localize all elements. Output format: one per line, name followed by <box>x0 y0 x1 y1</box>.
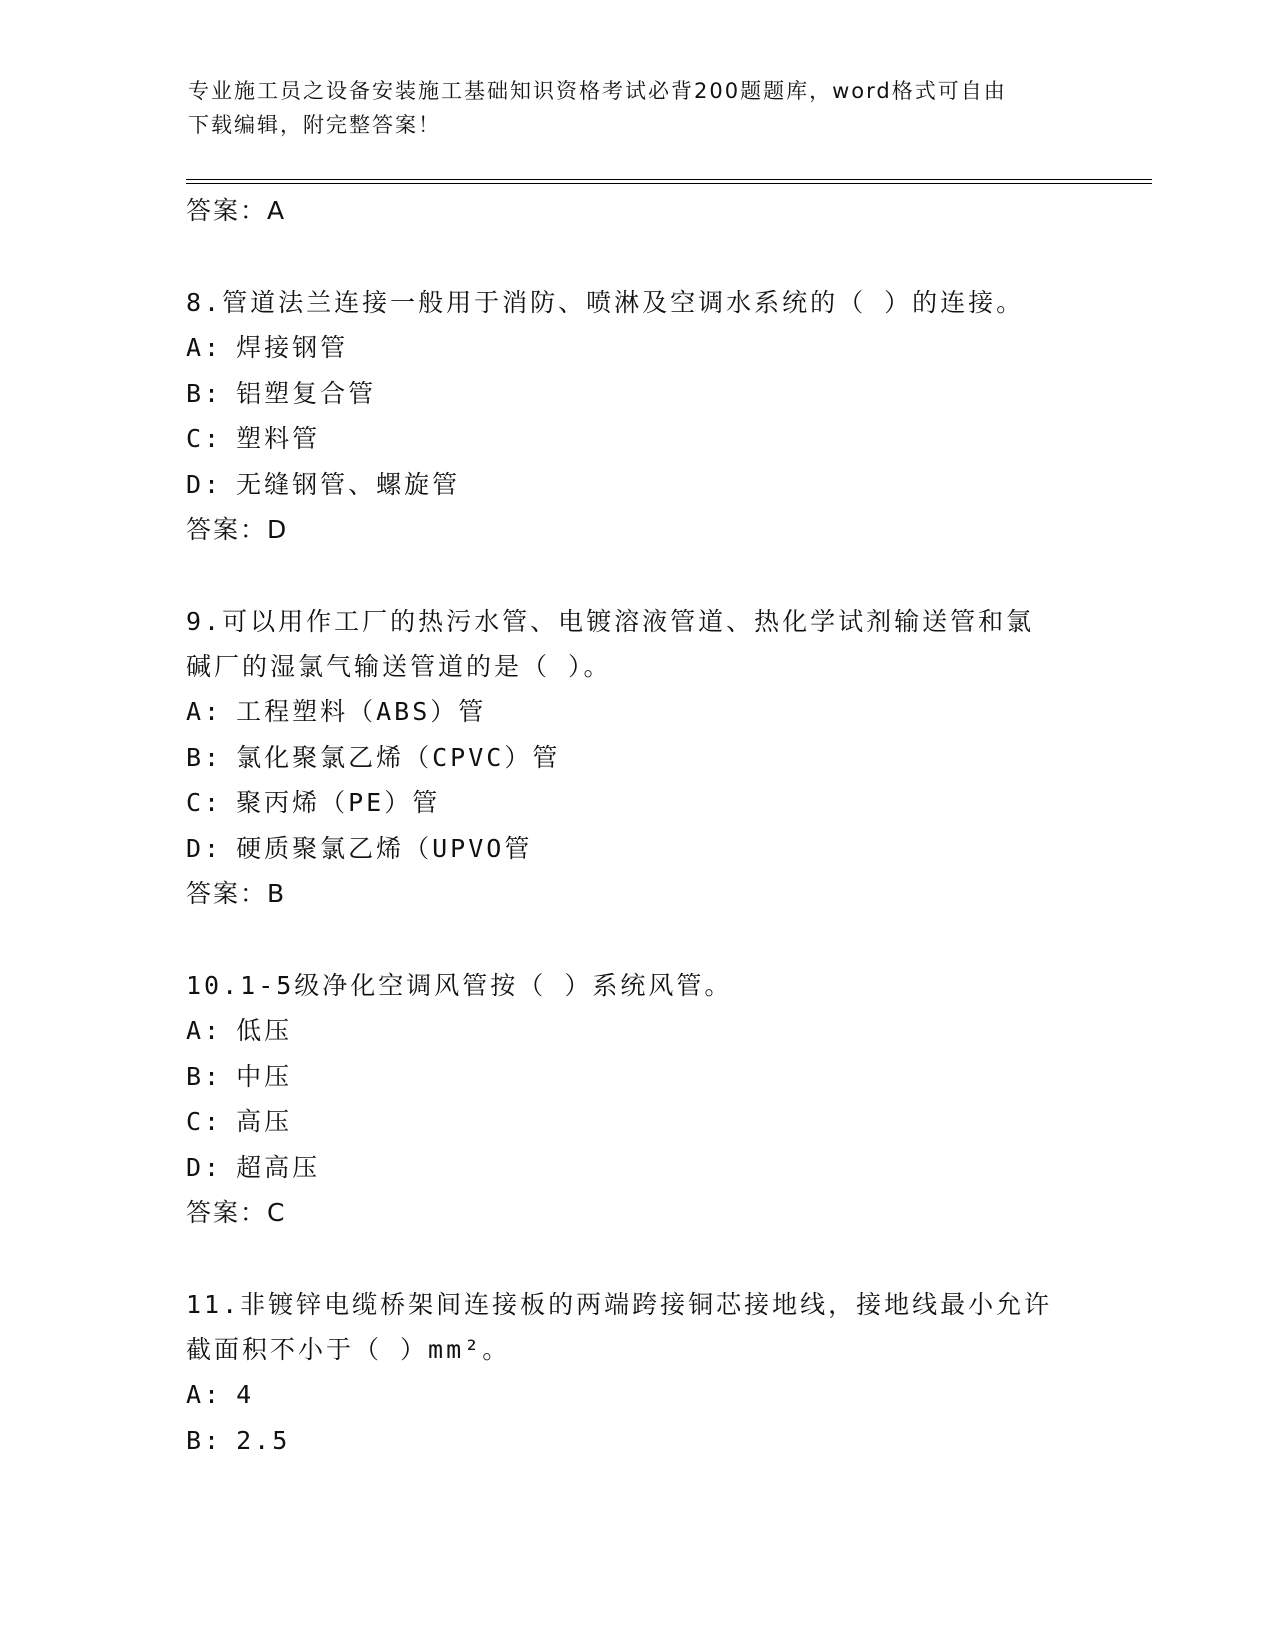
option-letter: B: <box>186 378 223 408</box>
question-stem-line: 截面积不小于（ ）mm²。 <box>186 1335 511 1364</box>
option-letter: C: <box>186 1107 223 1136</box>
option-c <box>186 780 1146 826</box>
answer-prefix: 答案： <box>186 1198 268 1227</box>
option-letter: A: <box>186 1380 223 1409</box>
option-a <box>186 1372 1146 1418</box>
option-b <box>186 735 1146 781</box>
header-line-1: 专业施工员之设备安装施工基础知识资格考试必背200题题库，word格式可自由 <box>188 79 1007 103</box>
option-text: 焊接钢管 <box>236 333 349 362</box>
option-a <box>186 689 1146 735</box>
option-text: 聚丙烯（PE）管 <box>236 788 441 817</box>
option-letter: B: <box>186 742 223 772</box>
answer-line <box>186 871 1146 917</box>
header-rule-top <box>186 179 1152 180</box>
option-letter: C: <box>186 424 223 453</box>
answer-prefix: 答案： <box>186 879 268 908</box>
option-text: 4 <box>236 1380 255 1409</box>
question-list <box>186 188 1146 1463</box>
option-letter: C: <box>186 788 223 817</box>
answer-prefix: 答案： <box>186 196 268 225</box>
option-a <box>186 1008 1146 1054</box>
answer-value: B <box>267 879 287 908</box>
option-d <box>186 1145 1146 1191</box>
option-a <box>186 325 1146 371</box>
option-b <box>186 1054 1146 1100</box>
answer-line <box>186 188 1146 234</box>
option-letter: A: <box>186 333 223 362</box>
answer-line <box>186 507 1146 553</box>
question-stem-line: 8.管道法兰连接一般用于消防、喷淋及空调水系统的（ ）的连接。 <box>186 288 1025 317</box>
question-8 <box>186 280 1146 553</box>
answer-value: C <box>267 1198 287 1227</box>
header-rule-bottom <box>186 183 1152 184</box>
option-letter: B: <box>186 1425 223 1455</box>
answer-value: A <box>267 196 287 225</box>
option-text: 硬质聚氯乙烯（UPVO管 <box>236 833 533 863</box>
option-letter: A: <box>186 1016 223 1045</box>
option-b <box>186 1418 1146 1464</box>
option-text: 中压 <box>236 1061 293 1091</box>
answer-prefix: 答案： <box>186 515 268 544</box>
option-c <box>186 416 1146 462</box>
option-b <box>186 371 1146 417</box>
question-11 <box>186 1282 1146 1463</box>
question-stem-line: 9.可以用作工厂的热污水管、电镀溶液管道、热化学试剂输送管和氯 <box>186 607 1035 636</box>
option-d <box>186 462 1146 508</box>
option-text: 氯化聚氯乙烯（CPVC）管 <box>236 742 561 772</box>
option-text: 低压 <box>236 1016 293 1045</box>
option-letter: A: <box>186 697 223 726</box>
option-letter: D: <box>186 1152 223 1182</box>
answer-line <box>186 1190 1146 1236</box>
question-stem-line: 11.非镀锌电缆桥架间连接板的两端跨接铜芯接地线，接地线最小允许 <box>186 1290 1053 1319</box>
option-text: 无缝钢管、螺旋管 <box>236 469 461 499</box>
document-header <box>188 74 1088 142</box>
question-9 <box>186 599 1146 917</box>
option-letter: B: <box>186 1061 223 1091</box>
option-c <box>186 1099 1146 1145</box>
option-letter: D: <box>186 833 223 863</box>
option-text: 2.5 <box>236 1425 291 1455</box>
option-text: 铝塑复合管 <box>236 378 377 408</box>
option-text: 工程塑料（ABS）管 <box>236 697 487 726</box>
option-letter: D: <box>186 469 223 499</box>
question-stem-line: 10.1-5级净化空调风管按（ ）系统风管。 <box>186 971 733 1000</box>
question-stem-line: 碱厂的湿氯气输送管道的是（ ）。 <box>186 652 612 681</box>
question-10 <box>186 963 1146 1236</box>
option-d <box>186 826 1146 872</box>
option-text: 高压 <box>236 1107 293 1136</box>
option-text: 塑料管 <box>236 424 321 453</box>
header-line-2: 下载编辑，附完整答案！ <box>188 113 441 137</box>
answer-value: D <box>267 515 289 544</box>
option-text: 超高压 <box>236 1152 321 1182</box>
